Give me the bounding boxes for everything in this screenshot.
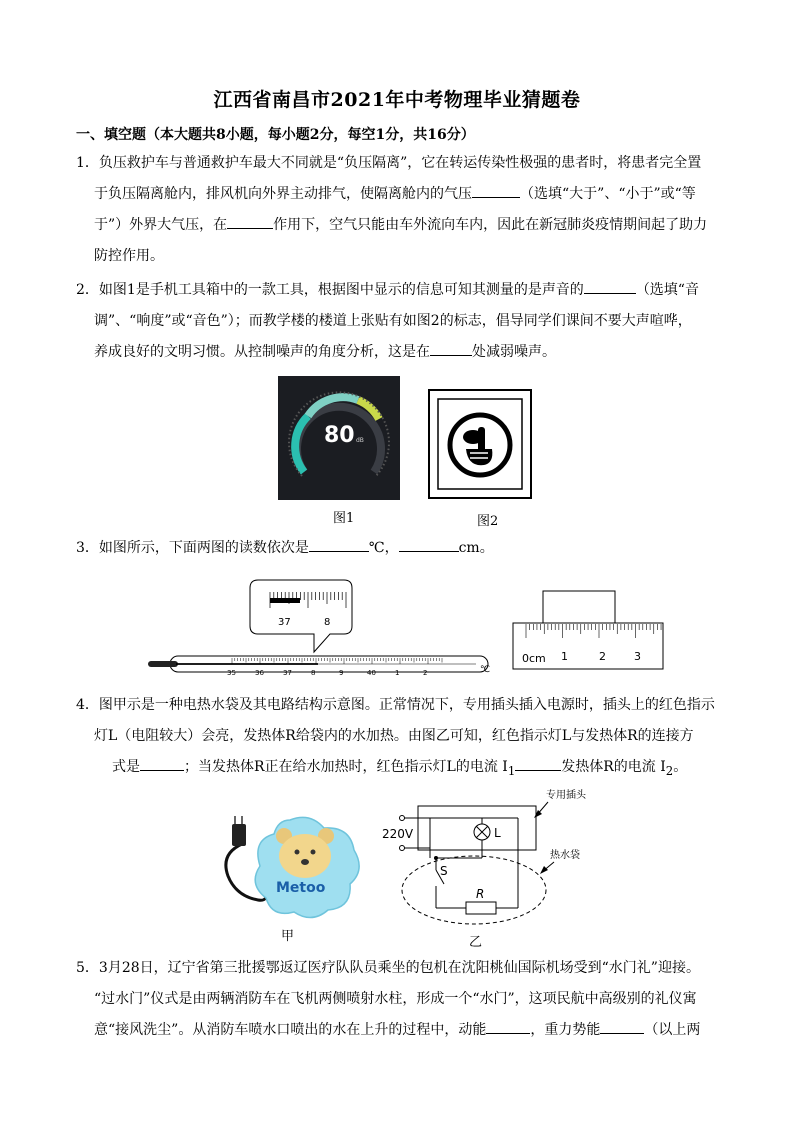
answer-blank[interactable] — [600, 1019, 644, 1034]
q5-line2: “过水门”仪式是由两辆消防车在飞机两侧喷射水柱，形成一个“水门”，这项民航中高级别的礼仪寓 — [94, 991, 697, 1007]
q2-line3: 养成良好的文明习惯。从控制噪声的角度分析，这是在 处减弱噪声。 — [76, 337, 718, 368]
answer-blank[interactable] — [227, 214, 273, 229]
q1-line4: 防控作用。 — [94, 248, 164, 264]
thermometer-figure — [146, 576, 496, 680]
answer-blank[interactable] — [430, 341, 472, 356]
ruler-label-3: 3 — [634, 650, 641, 663]
figure-jia-caption: 甲 — [281, 929, 295, 944]
thermometer-label: 35 — [227, 669, 236, 677]
answer-blank[interactable] — [399, 537, 459, 552]
q4-line1: 4．图甲示是一种电热水袋及其电路结构示意图。正常情况下，专用插头插入电源时，插头上的红色指示 — [76, 697, 715, 713]
thermometer-label: 40 — [367, 669, 376, 677]
zoom-mercury — [270, 598, 300, 603]
thermometer-label: 9 — [339, 669, 344, 677]
thermometer-label: 36 — [255, 669, 264, 677]
switch-label: S — [440, 864, 448, 878]
thermometer-bulb — [148, 661, 178, 667]
meter-value: 80 — [324, 423, 355, 448]
thermometer-unit: ℃ — [480, 665, 491, 675]
answer-blank[interactable] — [140, 756, 184, 771]
answer-blank[interactable] — [486, 1019, 530, 1034]
circuit-diagram — [374, 786, 614, 934]
question-4 — [76, 690, 718, 787]
q4-line3: 式是 ；当发热体R正在给水加热时，红色指示灯L的电流 $I_1$ 发热体R的电流 $I_2$。 — [76, 752, 718, 787]
page-title: 江西省南昌市2021年中考物理毕业猜题卷 — [213, 89, 581, 111]
resistor-icon — [466, 902, 496, 914]
hot-water-bag-image — [214, 814, 366, 926]
ruler-label-0: 0cm — [522, 652, 546, 665]
q5-line3: 意“接风洗尘”。从消防车喷水口喷出的水在上升的过程中，动能 ，重力势能 （以上两 — [76, 1015, 718, 1046]
q2-line1: 2．如图1是手机工具箱中的一款工具，根据图中显示的信息可知其测量的是声音的 （选填“音 — [76, 275, 718, 306]
q4-line2: 灯L（电阻较大）会亮，发热体R给袋内的水加热。由图乙可知，红色指示灯L与发热体R的连接方 — [94, 728, 694, 744]
zoom-label-37: 37 — [278, 617, 291, 628]
question-1 — [76, 148, 718, 272]
q3-line1: 3．如图所示，下面两图的读数依次是 ℃， cm。 — [76, 533, 718, 564]
sound-meter-image — [278, 376, 400, 500]
bag-label: 热水袋 — [550, 850, 580, 861]
q1-line3: 于”）外界大气压，在 作用下，空气只能由车外流向车内，因此在新冠肺炎疫情期间起了助力 — [76, 210, 718, 241]
answer-blank[interactable] — [309, 537, 369, 552]
figure-2-caption: 图2 — [477, 514, 499, 529]
thermometer-label: 37 — [283, 669, 292, 677]
quiet-sign-image — [428, 389, 532, 499]
question-5 — [76, 953, 718, 1046]
question-3 — [76, 533, 718, 564]
figure-1-caption: 图1 — [333, 511, 355, 526]
answer-blank[interactable] — [472, 183, 520, 198]
meter-unit: dB — [356, 437, 364, 444]
figure-yi-caption: 乙 — [469, 935, 483, 950]
thermometer-label: 8 — [311, 669, 316, 677]
ruler-label-2: 2 — [599, 650, 606, 663]
thermometer-label: 1 — [395, 669, 400, 677]
lamp-label: L — [494, 826, 501, 840]
resistor-label: R — [476, 887, 485, 901]
voltage-label: 220V — [382, 827, 414, 841]
section-heading: 一、填空题（本大题共8小题，每小题2分，每空1分，共16分） — [76, 127, 475, 143]
q5-line1: 5．3月28日，辽宁省第三批援鄂返辽医疗队队员乘坐的包机在沈阳桃仙国际机场受到“水门礼”迎接。 — [76, 960, 700, 976]
answer-blank[interactable] — [584, 279, 636, 294]
q1-line2: 于负压隔离舱内，排风机向外界主动排气，使隔离舱内的气压 （选填“大于”、“小于”或“等 — [76, 179, 718, 210]
thermometer-label: 2 — [423, 669, 428, 677]
answer-blank[interactable] — [515, 756, 561, 771]
q2-line2: 调”、“响度”或“音色”）；而教学楼的楼道上张贴有如图2的标志，倡导同学们课间不要大声喧哗， — [94, 313, 692, 329]
q1-line1: 1．负压救护车与普通救护车最大不同就是“负压隔离”，它在转运传染性极强的患者时，将患者完全置 — [76, 155, 702, 171]
bag-brand-text: Metoo — [276, 880, 326, 896]
measured-block — [543, 591, 615, 623]
plug-label: 专用插头 — [546, 790, 586, 801]
ruler-label-1: 1 — [561, 650, 568, 663]
ruler-figure — [512, 590, 664, 670]
zoom-label-8: 8 — [324, 617, 331, 628]
question-2 — [76, 275, 718, 368]
